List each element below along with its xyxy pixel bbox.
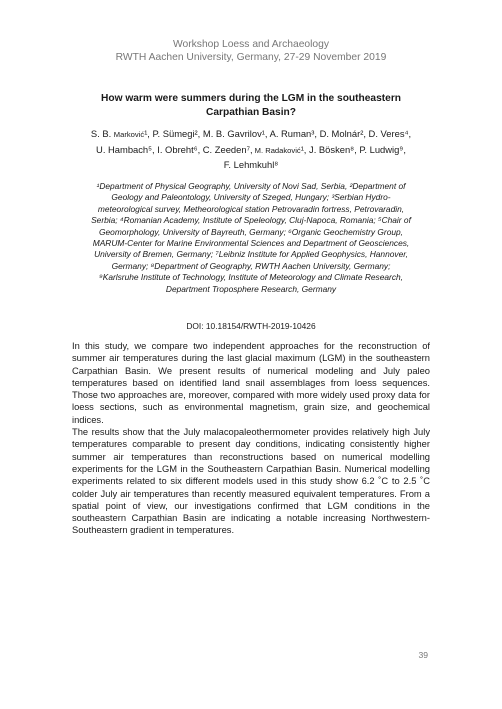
- affiliations: [72, 181, 430, 295]
- author-text: M. Radaković: [252, 145, 301, 155]
- author-text: Marković: [113, 130, 145, 139]
- affiliation-line: Germany; ⁸Department of Geography, RWTH Aachen University, Germany;: [111, 260, 391, 271]
- author-text: ¹, P. Sümegi², M. B. Gavrilov¹, A. Ruman³, D. Molnár², D. Veres⁴,: [144, 128, 412, 139]
- doi: DOI: 10.18154/RWTH-2019-10426: [186, 321, 316, 331]
- abstract-body: [72, 340, 430, 537]
- authors-line-1: [80, 127, 422, 143]
- author-text: U. Hambach⁵, I. Obreht⁶, C. Zeeden⁷,: [96, 143, 253, 155]
- affiliation-line: University of Bremen, Germany; ⁷Leibniz Institute for Applied Geophysics, Hannover,: [94, 249, 408, 260]
- affiliation-line: Department Troposphere Research, Germany: [165, 283, 337, 294]
- affiliation-line: Geomorphology, University of Bayreuth, Germany; ⁶Organic Geochemistry Group,: [98, 226, 403, 237]
- title-line-2: Carpathian Basin?: [205, 107, 296, 118]
- authors-line-2: [80, 143, 422, 159]
- page-number: 39: [418, 650, 428, 660]
- running-header: [0, 38, 502, 64]
- abstract-paragraph-1: In this study, we compare two independent approaches for the reconstruction of summer air temperatures during the last glacial maximum (LGM) in the southeastern Carpathian Basin. We present results of numerical modeling and July paleo temperatures based on identified land snail assemblages from loess sequences. Those two approaches are, moreover, compared with more widely used proxy data for loess sections, such as environmental magnetism, grain size, and geochemical indices.: [72, 341, 430, 425]
- header-venue: RWTH Aachen University, Germany, 27-29 November 2019: [115, 52, 387, 63]
- affiliation-line: ⁹Karlsruhe Institute of Technology, Institute of Meteorology and Climate Research,: [98, 272, 403, 283]
- affiliation-line: ¹Department of Physical Geography, University of Novi Sad, Serbia, ²Department of: [96, 181, 406, 191]
- affiliation-line: MARUM-Center for Marine Environmental Sciences and Department of Geosciences,: [92, 238, 410, 249]
- author-text: ¹, J. Bösken⁸, P. Ludwig⁹,: [300, 143, 406, 155]
- title-line-1: How warm were summers during the LGM in the southeastern: [100, 93, 402, 104]
- affiliation-line: Serbia; ⁴Romanian Academy, Institute of Speleology, Cluj-Napoca, Romania; ⁵Chair of: [91, 215, 411, 226]
- authors-line-3: F. Lehmkuhl⁸: [223, 159, 279, 170]
- affiliation-line: meteorological survey, Metheorological station Petrovaradin fortress, Petrovaradin,: [97, 203, 405, 214]
- paper-title: [70, 92, 432, 120]
- abstract-paragraph-2: The results show that the July malacopaleothermometer provides relatively high July temperatures comparable to present day conditions, indicating consistently higher summer air temperatures than reconstructions based on numerical modelling experiments for the LGM in the Southeastern Carpathian Basin. Numerical modelling experiments related to six different models used in this study show 6.2 ˚C to 2.5 ˚C colder July air temperatures than recently measured equivalent temperatures. From a spatial point of view, our investigations confirmed that LGM conditions in the southeastern Carpathian Basin are indicating a notable increasing Northwestern-Southeastern gradient in temperatures.: [72, 427, 430, 536]
- affiliation-line: Geology and Paleontology, University of Szeged, Hungary; ³Serbian Hydro-: [111, 192, 391, 203]
- author-text: S. B.: [90, 128, 114, 139]
- header-workshop: Workshop Loess and Archaeology: [172, 39, 330, 50]
- author-list: [80, 127, 422, 173]
